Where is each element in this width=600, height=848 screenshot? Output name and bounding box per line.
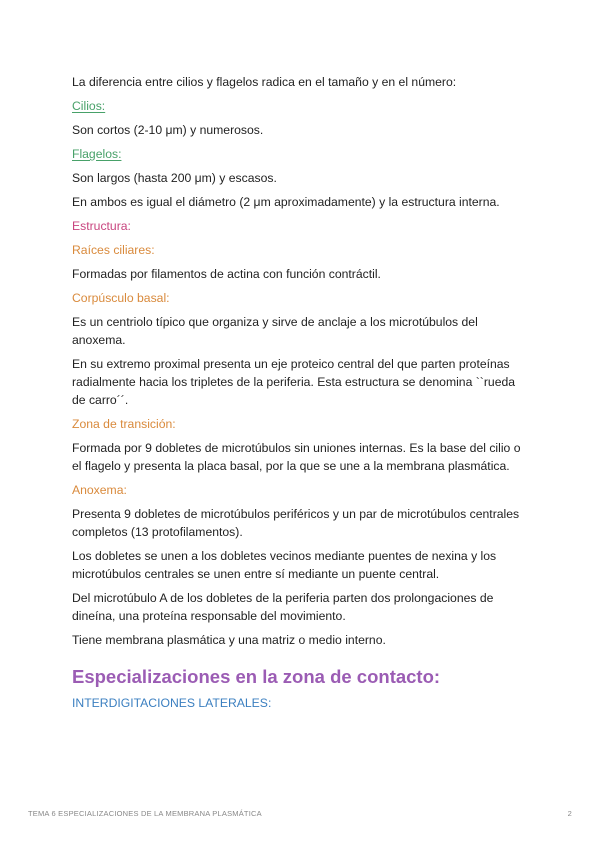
page-number: 2 <box>567 809 572 818</box>
page-footer <box>28 809 572 818</box>
flagelos-paragraph: Son largos (hasta 200 μm) y escasos. <box>72 171 277 185</box>
document-body <box>72 73 528 712</box>
zona-transicion-heading: Zona de transición: <box>72 417 176 431</box>
footer-title: TEMA 6 ESPECIALIZACIONES DE LA MEMBRANA PLASMÁTICA <box>28 809 262 818</box>
corpusculo-paragraph-2: En su extremo proximal presenta un eje proteico central del que parten proteínas radialmente hacia los tripletes de la periferia. Esta estructura se denomina ``rueda de carro´´. <box>72 357 516 407</box>
section-heading: Especializaciones en la zona de contacto: <box>72 666 441 687</box>
estructura-heading: Estructura: <box>72 219 131 233</box>
cilios-heading: Cilios: <box>72 99 106 113</box>
subsection-heading: INTERDIGITACIONES LATERALES: <box>72 696 272 710</box>
ambos-paragraph: En ambos es igual el diámetro (2 μm aproximadamente) y la estructura interna. <box>72 195 500 209</box>
cilios-paragraph: Son cortos (2-10 μm) y numerosos. <box>72 123 264 137</box>
anoxema-paragraph-1: Presenta 9 dobletes de microtúbulos periféricos y un par de microtúbulos centrales completos (13 protofilamentos). <box>72 507 520 539</box>
anoxema-heading: Anoxema: <box>72 483 127 497</box>
corpusculo-paragraph-1: Es un centriolo típico que organiza y sirve de anclaje a los microtúbulos del anoxema. <box>72 315 478 347</box>
anoxema-paragraph-3: Del microtúbulo A de los dobletes de la periferia parten dos prolongaciones de dineína, una proteína responsable del movimiento. <box>72 591 494 623</box>
corpusculo-heading: Corpúsculo basal: <box>72 291 170 305</box>
flagelos-heading: Flagelos: <box>72 147 122 161</box>
anoxema-paragraph-4: Tiene membrana plasmática y una matriz o medio interno. <box>72 633 386 647</box>
raices-paragraph: Formadas por filamentos de actina con función contráctil. <box>72 267 381 281</box>
intro-paragraph: La diferencia entre cilios y flagelos radica en el tamaño y en el número: <box>72 75 457 89</box>
zona-transicion-paragraph: Formada por 9 dobletes de microtúbulos sin uniones internas. Es la base del cilio o el flagelo y presenta la placa basal, por la que se une a la membrana plasmática. <box>72 441 521 473</box>
anoxema-paragraph-2: Los dobletes se unen a los dobletes vecinos mediante puentes de nexina y los microtúbulos centrales se unen entre sí mediante un puente central. <box>72 549 497 581</box>
raices-heading: Raíces ciliares: <box>72 243 155 257</box>
